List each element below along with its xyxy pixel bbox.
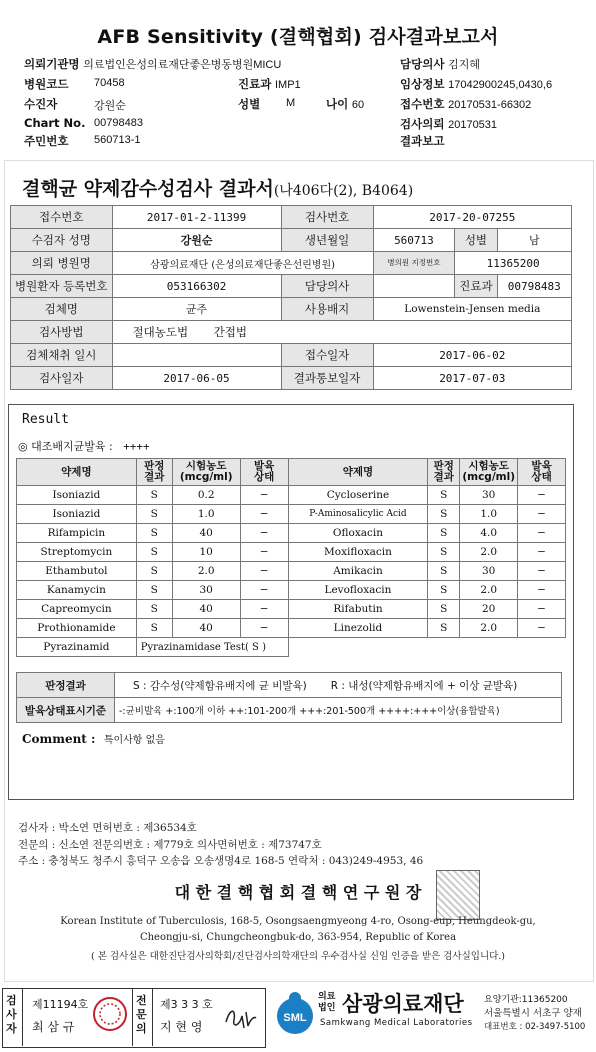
label-collect: 검체채취 일시 (11, 344, 113, 367)
drug-conc: 20 (460, 600, 518, 619)
drug-result: S (428, 543, 460, 562)
drug-growth: − (518, 543, 566, 562)
drug-conc: 40 (172, 600, 240, 619)
drug-name: Rifabutin (288, 600, 428, 619)
label-report-date: 결과통보일자 (281, 367, 373, 390)
drug-growth: − (240, 486, 288, 505)
drug-growth: − (240, 600, 288, 619)
report-title: AFB Sensitivity (결핵협회) 검사결과보고서 (97, 26, 499, 48)
drug-result: S (136, 543, 172, 562)
doc-title: 결핵균 약제감수성검사 결과서(나406다(2), B4064) (22, 178, 414, 200)
drug-result: S (428, 486, 460, 505)
info-table (10, 205, 572, 390)
value-sex: 남 (497, 229, 571, 252)
col-drug-left: 약제명 (17, 459, 137, 486)
header-patient: 수진자 (24, 97, 58, 111)
label-hospital: 의뢰 병원명 (11, 252, 113, 275)
drug-name: Prothionamide (17, 619, 137, 638)
drug-row (17, 619, 566, 638)
drug-table (16, 458, 566, 657)
value-report-date: 2017-07-03 (373, 367, 571, 390)
drug-name: Ofloxacin (288, 524, 428, 543)
drug-name: Isoniazid (17, 505, 137, 524)
header-code: 병원코드 (24, 77, 69, 91)
drug-result: S (136, 600, 172, 619)
footer-specialist: 전문의 : 신소연 전문의번호 : 제779호 의사면허번호 : 제73747호 (18, 839, 322, 851)
legend-growth: -:균비발육 +:100개 이하 ++:101-200개 +++:201-500개 ++++:+++이상(융합발육) (115, 698, 562, 723)
drug-growth: − (518, 505, 566, 524)
drug-name: Cycloserine (288, 486, 428, 505)
spec-no: 제3 3 3 호 (160, 998, 213, 1011)
drug-result: S (136, 486, 172, 505)
value-hospital: 삼광의료재단 (은성의료재단좋은선린병원) (112, 252, 373, 275)
header-chart: Chart No. (24, 116, 86, 130)
label-dept: 진료과 (455, 275, 497, 298)
drug-name: Moxifloxacin (288, 543, 428, 562)
col-growth-right: 발육 상태 (518, 459, 566, 486)
drug-conc: 40 (172, 619, 240, 638)
label-sex: 성별 (455, 229, 497, 252)
drug-row (17, 524, 566, 543)
col-conc-right: 시험농도 (mcg/ml) (460, 459, 518, 486)
header-request: 검사의뢰 20170531 (400, 117, 498, 131)
label-test-no: 검사번호 (281, 206, 373, 229)
legend-judge-label: 판정결과 (17, 673, 115, 698)
drug-conc: 4.0 (460, 524, 518, 543)
header-id-value: 560713-1 (94, 134, 141, 146)
drug-result: S (136, 562, 172, 581)
value-collect (112, 344, 281, 367)
drug-result: S (136, 619, 172, 638)
signature-icon (222, 998, 260, 1034)
label-hosp-no: 병의원 지정번호 (373, 252, 455, 275)
drug-conc: 1.0 (172, 505, 240, 524)
spec-name: 지 현 영 (160, 1020, 203, 1034)
drug-row (17, 543, 566, 562)
header-doctor: 담당의사 김지혜 (400, 57, 480, 71)
drug-growth: − (240, 619, 288, 638)
lab-small: 의료법인 (318, 992, 336, 1013)
value-recv-date: 2017-06-02 (373, 344, 571, 367)
drug-row (17, 581, 566, 600)
label-medium: 사용배지 (281, 298, 373, 321)
drug-conc: 30 (460, 486, 518, 505)
drug-growth: − (240, 543, 288, 562)
legend-judge: S : 감수성(약제함유배지에 균 비발육) R : 내성(약제함유배지에 + 이상 균발육) (115, 673, 562, 698)
value-method: 절대농도법 간접법 (112, 321, 571, 344)
drug-name: P-Aminosalicylic Acid (288, 505, 428, 524)
specialist-label: 전문의 (136, 994, 147, 1035)
comment: Comment : 특이사항 없음 (22, 732, 165, 746)
svg-text:SML: SML (283, 1012, 307, 1024)
lab-en: Samkwang Medical Laboratories (320, 1018, 473, 1028)
header-dept: 진료과 IMP1 (238, 77, 301, 91)
label-name: 수검자 성명 (11, 229, 113, 252)
footer-note: ( 본 검사실은 대한진단검사의학회/진단검사의학재단의 우수검사실 신임 인증을 받은 검사실입니다.) (90, 951, 506, 962)
drug-row (17, 505, 566, 524)
drug-name: Kanamycin (17, 581, 137, 600)
drug-growth: − (240, 562, 288, 581)
drug-conc: 2.0 (460, 581, 518, 600)
drug-conc: 2.0 (460, 619, 518, 638)
value-reception-no: 2017-01-2-11399 (112, 206, 281, 229)
value-doctor (373, 275, 455, 298)
drug-name: Linezolid (288, 619, 428, 638)
lab-address: 서울특별시 서초구 양재 (484, 1008, 582, 1019)
label-doctor: 담당의사 (281, 275, 373, 298)
header-sex-value: M (286, 97, 296, 109)
lab-tel: 대표번호 : 02-3497-5100 (484, 1022, 586, 1032)
legend-growth-label: 발육상태표시기준 (17, 698, 115, 723)
value-medium: Lowenstein-Jensen media (373, 298, 571, 321)
header-age: 나이 60 (326, 97, 365, 111)
drug-name: Levofloxacin (288, 581, 428, 600)
value-dept: 00798483 (497, 275, 571, 298)
footer-org: 대 한 결 핵 협 회 결 핵 연 구 원 장 (174, 883, 422, 902)
label-reg: 병원환자 등록번호 (11, 275, 113, 298)
label-specimen: 검체명 (11, 298, 113, 321)
header-sex: 성별 (238, 97, 261, 111)
drug-conc: 1.0 (460, 505, 518, 524)
label-method: 검사방법 (11, 321, 113, 344)
drug-conc: 10 (172, 543, 240, 562)
header-id: 주민번호 (24, 134, 69, 148)
header-chart-value: 00798483 (94, 117, 143, 129)
value-specimen: 균주 (112, 298, 281, 321)
drug-name: Rifampicin (17, 524, 137, 543)
drug-result: S (428, 505, 460, 524)
sml-logo-icon (272, 990, 318, 1036)
drug-growth: − (518, 619, 566, 638)
footer-en1: Korean Institute of Tuberculosis, 168-5, Osongsaengmyeong 4-ro, Osong-eup, Heungdeok-gu, (60, 916, 536, 927)
drug-growth: − (518, 486, 566, 505)
lab-code: 요양기관:11365200 (484, 995, 568, 1005)
footer-en2: Cheongju-si, Chungcheongbuk-do, 363-954, Republic of Korea (139, 932, 457, 943)
label-recv-date: 접수일자 (281, 344, 373, 367)
tester-label: 검사자 (6, 994, 17, 1035)
tester-no: 제11194호 (32, 998, 89, 1011)
label-birth: 생년월일 (281, 229, 373, 252)
value-test-no: 2017-20-07255 (373, 206, 571, 229)
pza-test: Pyrazinamidase Test( S ) (136, 638, 288, 657)
drug-result: S (428, 619, 460, 638)
col-judge-left: 판정 결과 (136, 459, 172, 486)
header-code-value: 70458 (94, 77, 125, 89)
footer-address: 주소 : 충청북도 청주시 흥덕구 오송읍 오송생명4로 168-5 연락처 : 043)249-4953, 46 (18, 855, 424, 867)
header-hospital: 의뢰기관명 의료법인은성의료재단좋은병동병원MICU (24, 57, 282, 71)
pza-drug: Pyrazinamid (17, 638, 137, 657)
drug-result: S (428, 581, 460, 600)
header-patient-value: 강원순 (94, 100, 126, 112)
value-hosp-no: 11365200 (455, 252, 572, 275)
legend-table (16, 672, 562, 723)
drug-growth: − (240, 505, 288, 524)
drug-name: Streptomycin (17, 543, 137, 562)
drug-result: S (136, 524, 172, 543)
header-clinic: 임상정보 17042900245,0430,6 (400, 77, 553, 91)
drug-growth: − (518, 524, 566, 543)
drug-result: S (428, 524, 460, 543)
col-drug-right: 약제명 (288, 459, 428, 486)
label-test-date: 검사일자 (11, 367, 113, 390)
drug-name: Isoniazid (17, 486, 137, 505)
drug-name: Amikacin (288, 562, 428, 581)
drug-result: S (428, 562, 460, 581)
value-test-date: 2017-06-05 (112, 367, 281, 390)
tester-seal-icon (92, 996, 128, 1032)
drug-conc: 30 (460, 562, 518, 581)
result-title: Result (22, 412, 69, 427)
value-reg: 053166302 (112, 275, 281, 298)
drug-conc: 0.2 (172, 486, 240, 505)
footer-tester: 검사자 : 박소연 면허번호 : 제36534호 (18, 822, 197, 834)
drug-growth: − (240, 581, 288, 600)
drug-name: Capreomycin (17, 600, 137, 619)
drug-growth: − (518, 581, 566, 600)
value-birth: 560713 (373, 229, 455, 252)
drug-result: S (136, 505, 172, 524)
drug-growth: − (518, 600, 566, 619)
drug-name: Ethambutol (17, 562, 137, 581)
drug-row (17, 562, 566, 581)
header-receipt: 접수번호 20170531-66302 (400, 97, 532, 111)
col-growth-left: 발육 상태 (240, 459, 288, 486)
drug-conc: 2.0 (460, 543, 518, 562)
drug-conc: 40 (172, 524, 240, 543)
drug-conc: 2.0 (172, 562, 240, 581)
header-report: 결과보고 (400, 134, 445, 148)
drug-result: S (428, 600, 460, 619)
value-name: 강원순 (112, 229, 281, 252)
drug-conc: 30 (172, 581, 240, 600)
control-growth: ◎ 대조배지균발육 : ++++ (18, 440, 150, 453)
drug-result: S (136, 581, 172, 600)
official-seal (436, 870, 480, 920)
col-conc-left: 시험농도 (mcg/ml) (172, 459, 240, 486)
col-judge-right: 판정 결과 (428, 459, 460, 486)
tester-name: 최 삼 규 (32, 1020, 75, 1034)
drug-row (17, 600, 566, 619)
drug-growth: − (518, 562, 566, 581)
drug-growth: − (240, 524, 288, 543)
drug-row (17, 486, 566, 505)
lab-name: 삼광의료재단 (342, 992, 464, 1016)
label-reception-no: 접수번호 (11, 206, 113, 229)
